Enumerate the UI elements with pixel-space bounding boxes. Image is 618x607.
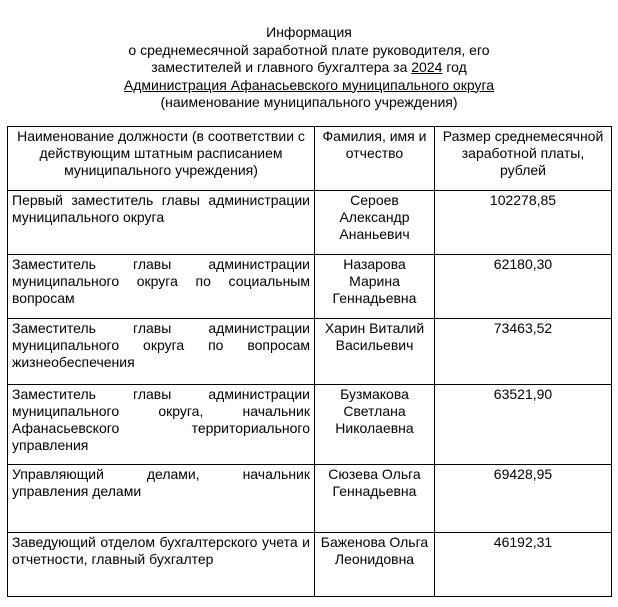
- document-period-line: [0, 59, 618, 77]
- name-cell: Сероев Александр Ананьевич: [315, 191, 435, 255]
- table-row: [8, 319, 612, 385]
- table-row: [8, 533, 612, 597]
- table-header-row: [8, 127, 612, 191]
- salary-cell: 73463,52: [435, 319, 612, 385]
- position-cell: Первый заместитель главы администрации муниципального округа: [8, 191, 315, 255]
- position-cell: Заместитель главы администрации муниципального округа по социальным вопросам: [8, 255, 315, 319]
- period-prefix: заместителей и главного бухгалтера за: [151, 59, 408, 75]
- table-row: [8, 255, 612, 319]
- document-header: [0, 24, 618, 112]
- organization-caption: (наименование муниципального учреждения): [160, 94, 458, 110]
- organization-name: Администрация Афанасьевского муниципального округа: [123, 76, 495, 93]
- table-row: [8, 465, 612, 533]
- name-cell: Назарова Марина Геннадьевна: [315, 255, 435, 319]
- document-subtitle-line: о среднемесячной заработной плате руководителя, его: [128, 41, 490, 58]
- position-cell: Заместитель главы администрации муниципального округа, начальник Афанасьевского территориального управления: [8, 385, 315, 465]
- position-cell: Заместитель главы администрации муниципального округа по вопросам жизнеобеспечения: [8, 319, 315, 385]
- position-cell: Заведующий отделом бухгалтерского учета и отчетности, главный бухгалтер: [8, 533, 315, 597]
- salary-cell: 62180,30: [435, 255, 612, 319]
- name-cell: Баженова Ольга Леонидовна: [315, 533, 435, 597]
- column-header-salary: Размер среднемесячной заработной платы, рублей: [435, 127, 612, 191]
- salary-cell: 63521,90: [435, 385, 612, 465]
- table-row: [8, 191, 612, 255]
- position-cell: Управляющий делами, начальник управления делами: [8, 465, 315, 533]
- document-title: Информация: [266, 24, 352, 40]
- salary-cell: 69428,95: [435, 465, 612, 533]
- name-cell: Сюзева Ольга Геннадьевна: [315, 465, 435, 533]
- column-header-position: Наименование должности (в соответствии с действующим штатным расписанием муниципального учреждения): [8, 127, 315, 191]
- salary-cell: 102278,85: [435, 191, 612, 255]
- table-row: [8, 385, 612, 465]
- column-header-name: Фамилия, имя и отчество: [315, 127, 435, 191]
- report-year: 2024: [411, 59, 443, 75]
- name-cell: Харин Виталий Васильевич: [315, 319, 435, 385]
- name-cell: Бузмакова Светлана Николаевна: [315, 385, 435, 465]
- period-suffix: год: [446, 59, 467, 75]
- salary-table: [7, 126, 612, 597]
- salary-cell: 46192,31: [435, 533, 612, 597]
